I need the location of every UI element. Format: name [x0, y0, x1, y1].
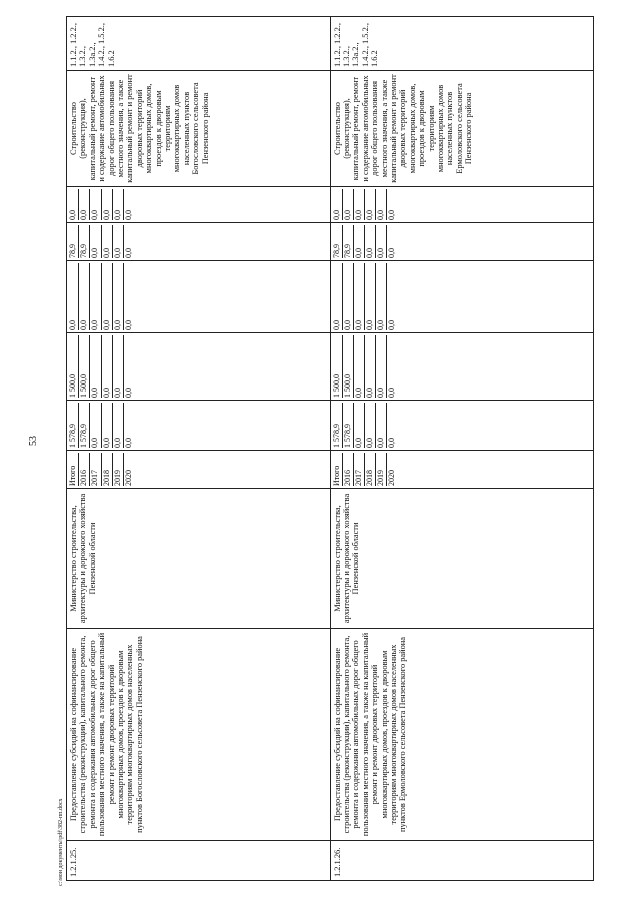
- value-item: 1 578,9: [343, 403, 354, 448]
- local-values: [330, 223, 594, 261]
- value-item: 0,0: [102, 225, 113, 258]
- value-item: 0,0: [376, 263, 387, 330]
- year-item: Итого: [68, 453, 79, 486]
- value-item: 0,0: [90, 225, 101, 258]
- value-item: 1 578,9: [79, 403, 90, 448]
- value-item: 0,0: [354, 335, 365, 398]
- value-item: 0,0: [113, 403, 124, 448]
- program-table: [66, 16, 594, 881]
- executor: Министерство строительства, архитектуры и дорожного хозяйства Пензенской области: [330, 489, 594, 629]
- value-item: 0,0: [365, 225, 376, 258]
- value-item: 0,0: [387, 320, 397, 330]
- value-item: 0,0: [102, 335, 113, 398]
- total-values: [67, 401, 331, 451]
- value-item: 1 578,9: [68, 403, 79, 448]
- years-cell: [330, 451, 594, 489]
- value-item: 0,0: [90, 335, 101, 398]
- value-item: 78,9: [68, 225, 79, 258]
- regional-values: [330, 333, 594, 401]
- year-item: 2017: [90, 453, 101, 486]
- page-number: 53: [28, 436, 39, 446]
- federal-values: [67, 261, 331, 333]
- year-item: 2020: [387, 470, 397, 486]
- year-item: 2018: [102, 453, 113, 486]
- value-item: 0,0: [376, 335, 387, 398]
- indicator-links: 1.1.2., 1.2.2., 1.3.2., 1.3а.2., 1.4.2., 1.5.2., 1.6.2: [67, 17, 331, 71]
- year-item: 2016: [79, 453, 90, 486]
- value-item: 0,0: [376, 225, 387, 258]
- value-item: 0,0: [90, 189, 101, 220]
- value-item: 0,0: [365, 403, 376, 448]
- event-name: Предоставление субсидий на софинансирование строительства (реконструкции), капитального ремонта, ремонта и содержания автомобильных дорог общего пользования местного значения, а также на капитальный ремонт и ремонт дворовых территорий многоквартирных домов, проездов к дворовым территориям многоквартирных домов населенных пунктов Богословского сельсовета Пензенского района: [67, 629, 331, 841]
- year-item: 2020: [123, 470, 133, 486]
- value-item: 0,0: [79, 263, 90, 330]
- value-item: 0,0: [113, 335, 124, 398]
- value-item: 0,0: [332, 263, 343, 330]
- year-item: 2018: [365, 453, 376, 486]
- value-item: 0,0: [387, 248, 397, 258]
- value-item: 0,0: [354, 225, 365, 258]
- value-item: 78,9: [79, 225, 90, 258]
- year-item: 2019: [113, 453, 124, 486]
- federal-values: [330, 261, 594, 333]
- value-item: 1 578,9: [332, 403, 343, 448]
- value-item: 1 500,0: [343, 335, 354, 398]
- value-item: 0,0: [68, 263, 79, 330]
- value-item: 0,0: [387, 438, 397, 448]
- value-item: 0,0: [102, 403, 113, 448]
- value-item: 0,0: [113, 225, 124, 258]
- local-values: [67, 223, 331, 261]
- value-item: 78,9: [332, 225, 343, 258]
- value-item: 0,0: [365, 335, 376, 398]
- value-item: 0,0: [68, 189, 79, 220]
- value-item: 0,0: [113, 263, 124, 330]
- value-item: 0,0: [365, 263, 376, 330]
- value-item: 0,0: [376, 403, 387, 448]
- row-number: 1.2.1.26.: [330, 841, 594, 881]
- value-item: 0,0: [79, 189, 90, 220]
- value-item: 0,0: [102, 189, 113, 220]
- year-item: 2019: [376, 453, 387, 486]
- year-item: 2017: [354, 453, 365, 486]
- value-item: 0,0: [123, 248, 133, 258]
- other-values: [67, 187, 331, 223]
- value-item: 0,0: [123, 388, 133, 398]
- value-item: 0,0: [376, 189, 387, 220]
- value-item: 0,0: [387, 210, 397, 220]
- value-item: 0,0: [343, 263, 354, 330]
- table-row: [330, 17, 594, 881]
- event-name: Предоставление субсидий на софинансирование строительства (реконструкции), капитального ремонта, ремонта и содержания автомобильных дорог общего пользования местного значения, а также на капитальный ремонт и ремонт дворовых территорий многоквартирных домов, проездов к дворовым территориям многоквартирных домов населенных пунктов Ермоловского сельсовета Пензенского района: [330, 629, 594, 841]
- value-item: 0,0: [365, 189, 376, 220]
- indicator-links: 1.1.2., 1.2.2., 1.3.2., 1.3а.2., 1.4.2., 1.5.2., 1.6.2: [330, 17, 594, 71]
- years-cell: [67, 451, 331, 489]
- value-item: 0,0: [387, 388, 397, 398]
- other-values: [330, 187, 594, 223]
- expected-result: Строительство (реконструкция), капитальный ремонт, ремонт и содержание автомобильных дорог общего пользования местного значения, а также капитальный ремонт и ремонт дворовых территорий многоквартирных домов, проездов к дворовым территориям многоквартирных домов населенных пунктов Ермоловского сельсовета Пензенского района: [330, 71, 594, 187]
- value-item: 0,0: [332, 189, 343, 220]
- year-item: Итого: [332, 453, 343, 486]
- regional-values: [67, 333, 331, 401]
- footer-path: c:\мои документы\pdf\382-пп.docx: [58, 798, 64, 886]
- value-item: 1 500,0: [79, 335, 90, 398]
- value-item: 1 500,0: [68, 335, 79, 398]
- value-item: 0,0: [102, 263, 113, 330]
- year-item: 2016: [343, 453, 354, 486]
- rotated-table-container: [66, 17, 594, 881]
- value-item: 78,9: [343, 225, 354, 258]
- value-item: 0,0: [354, 263, 365, 330]
- value-item: 0,0: [123, 320, 133, 330]
- total-values: [330, 401, 594, 451]
- table-row: [67, 17, 331, 881]
- value-item: 0,0: [123, 438, 133, 448]
- value-item: 0,0: [354, 403, 365, 448]
- executor: Министерство строительства, архитектуры и дорожного хозяйства Пензенской области: [67, 489, 331, 629]
- value-item: 0,0: [113, 189, 124, 220]
- value-item: 0,0: [90, 263, 101, 330]
- value-item: 0,0: [90, 403, 101, 448]
- row-number: 1.2.1.25.: [67, 841, 331, 881]
- value-item: 1 500,0: [332, 335, 343, 398]
- expected-result: Строительство (реконструкция), капитальный ремонт, ремонт и содержание автомобильных дорог общего пользования местного значения, а также капитальный ремонт и ремонт дворовых территорий многоквартирных домов, проездов к дворовым территориям многоквартирных домов населенных пунктов Богословского сельсовета Пензенского района: [67, 71, 331, 187]
- value-item: 0,0: [354, 189, 365, 220]
- value-item: 0,0: [343, 189, 354, 220]
- value-item: 0,0: [123, 210, 133, 220]
